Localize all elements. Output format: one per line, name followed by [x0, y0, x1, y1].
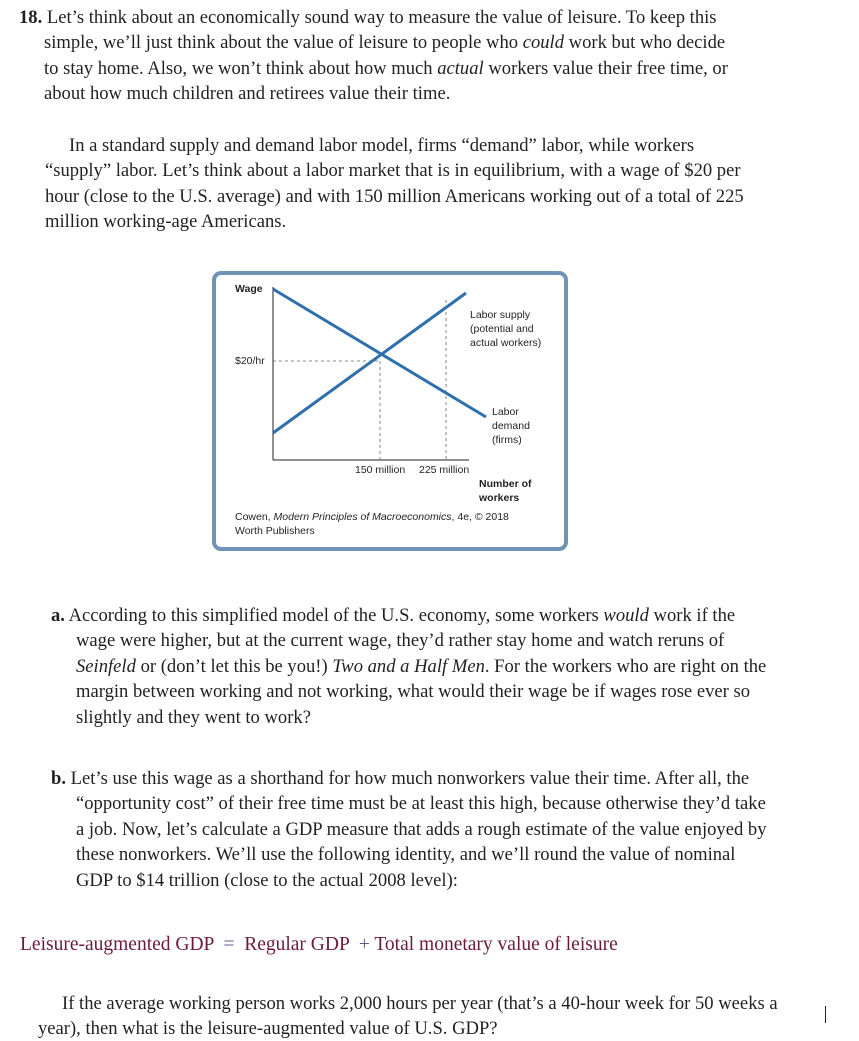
supply-label-line-1: Labor supply — [470, 309, 531, 321]
labor-market-chart — [216, 275, 564, 547]
question-number: 18. — [19, 7, 43, 28]
x-tick-150-million: 150 million — [355, 464, 406, 476]
text-cursor — [825, 1006, 826, 1023]
wage-tick-label: $20/hr — [235, 355, 265, 367]
question-paragraph-2: In a standard supply and demand labor model, firms “demand” labor, while workers “supply” labor. Let’s think about a labor market that is in equilibrium, with a wage of $20 per hour (close to the U.S. average) and with 150 million Americans working out of a total of 225 million working-age Americans. — [45, 135, 744, 233]
question-intro: 18. Let’s think about an economically sound way to measure the value of leisure. To keep this simple, we’ll just think about the value of leisure to people who could work but who decide to stay home. Also, we won’t think about how much actual workers value their free time, or about how much children and retirees value their time. — [19, 7, 728, 105]
part-a: a. According to this simplified model of the U.S. economy, some workers would work if the wage were higher, but at the current wage, they’d rather stay home and watch reruns of Seinfeld or (don’t let this be you!) Two and a Half Men. For the workers who are right on the margin between working and not working, what would their wage be if wages rose ever so slightly and they went to work? — [51, 605, 767, 728]
demand-label-line-2: demand — [492, 420, 530, 432]
final-question: If the average working person works 2,000 hours per year (that’s a 40-hour week for 50 weeks a year), then what is the leisure-augmented value of U.S. GDP? — [38, 992, 778, 1039]
figure-credit: Cowen, Modern Principles of Macroeconomics, 4e, © 2018 Worth Publishers — [235, 511, 509, 537]
supply-label-line-3: actual workers) — [470, 337, 542, 349]
y-axis-label: Wage — [235, 283, 263, 295]
labor-market-figure — [212, 271, 568, 551]
demand-curve — [273, 289, 486, 417]
part-b-label: b. — [51, 768, 66, 789]
leisure-gdp-formula — [20, 932, 780, 958]
demand-label-line-1: Labor — [492, 406, 519, 418]
formula-term-2: Total monetary value of leisure — [374, 934, 618, 955]
part-a-label: a. — [51, 605, 65, 626]
supply-curve — [273, 293, 466, 433]
formula-plus: + — [358, 934, 370, 955]
supply-label-line-2: (potential and — [470, 323, 534, 335]
formula-equals: = — [223, 934, 235, 955]
formula-lhs: Leisure-augmented GDP — [20, 934, 214, 955]
x-axis-label-line-2: workers — [479, 492, 520, 504]
x-tick-225-million: 225 million — [419, 464, 470, 476]
demand-label-line-3: (firms) — [492, 434, 522, 446]
formula-term-1: Regular GDP — [244, 934, 350, 955]
x-axis-label-line-1: Number of — [479, 478, 532, 490]
part-b: b. Let’s use this wage as a shorthand for how much nonworkers value their time. After all, the “opportunity cost” of their free time must be at least this high, because otherwise they’d take a job. Now, let’s calculate a GDP measure that adds a rough estimate of the value enjoyed by these nonworkers. We’ll use the following identity, and we’ll round the value of nominal GDP to $14 trillion (close to the actual 2008 level): — [51, 768, 767, 891]
